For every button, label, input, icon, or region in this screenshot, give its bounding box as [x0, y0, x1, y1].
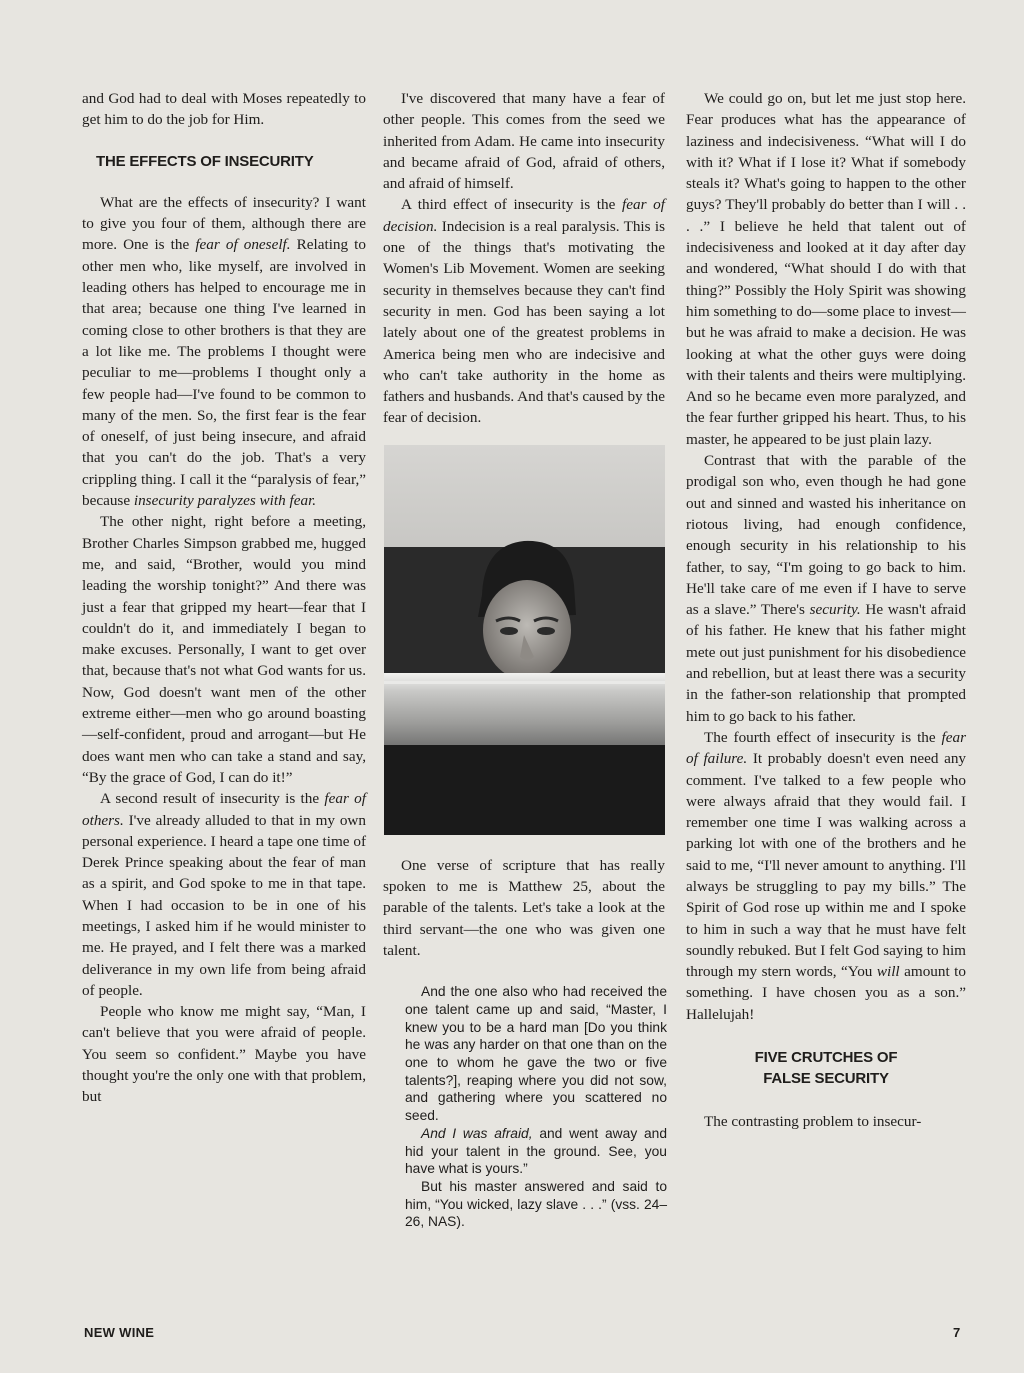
paragraph: I've discovered that many have a fear of other people. This comes from the seed we inherited from Adam. He came into insecurity and became afraid of God, afraid of others, and afraid of himself. — [383, 90, 665, 193]
paragraph: What are the effects of insecurity? I want to give you four of them, although there are more. One is the fear of oneself. Relating to other men who, like myself, are involved in leading others has helped to encourage me in that area; because one thing I've learned in coming close to other brothers is that they are a lot like me. The problems I thought were peculiar to me—problems I thought only a few people had—I've found to be common to many of the men. So, the first fear is the fear of oneself, of just being insecure, and afraid that you can't do the job. That's a very crippling thing. I call it the “paralysis of fear,” because insecurity paralyzes with fear. — [82, 193, 366, 510]
paragraph: One verse of scripture that has really spoken to me is Matthew 25, about the parable of the talents. Let's take a look at the third servant—the one who was given one talent. — [383, 856, 665, 959]
photo-illustration — [384, 445, 665, 835]
paragraph: The other night, right before a meeting, Brother Charles Simpson grabbed me, hugged me, and said, “Brother, would you mind leading the worship tonight?” And there was just a fear that gripped my heart—fear that I couldn't do it, and immediately I began to make excuses. Personally, I want to get over that, because that's not what God wants for us. Now, God doesn't want men of the other extreme either—men who go around boasting—self-confident, proud and arrogant—but He does want men who can take a stand and say, “By the grace of God, I can do it!” — [82, 513, 366, 786]
page-number: 7 — [953, 1325, 961, 1340]
paragraph: Contrast that with the parable of the prodigal son who, even though he had gone out and sinned and wasted his inheritance on riotous living, had enough confidence, enough security in his relationship to his father, to say, “I'm going to go back to him. He'll take care of me even if I have to serve as a slave.” There's security. He wasn't afraid of his father. He knew that his father might mete out just punishment for his disobedience and rebellion, but at least there was a security in the father-son relationship that prompted him to go back to his father. — [686, 452, 966, 725]
section-heading: THE EFFECTS OF INSECURITY — [96, 152, 314, 170]
quote-paragraph: And I was afraid, and went away and hid your talent in the ground. See, you have what is yours.” — [405, 1125, 668, 1177]
column-3 — [686, 88, 966, 1132]
photo-man-peeking — [384, 445, 665, 835]
paragraph: and God had to deal with Moses repeatedly to get him to do the job for Him. — [82, 90, 366, 129]
paragraph: A third effect of insecurity is the fear of decision. Indecision is a real paralysis. This is one of the things that's motivating the Women's Lib Movement. Women are seeking security in themselves because they can't find security in men. God has been saying a lot lately about one of the greatest problems in America being men who are indecisive and who can't take authority in the home as fathers and husbands. And that's caused by the fear of decision. — [383, 196, 665, 427]
column-1 — [82, 88, 366, 1108]
section-heading: FIVE CRUTCHES OF FALSE SECURITY — [754, 1049, 898, 1088]
scripture-quote — [405, 983, 667, 1231]
paragraph: The fourth effect of insecurity is the fear of failure. It probably doesn't even need any comment. I've talked to a few people who were always afraid that they would fail. I remember one time I was walking across a parking lot with one of the brothers and he said to me, “I'll never amount to anything. I'll always be struggling to pay my bills.” The Spirit of God rose up within me and I spoke to him in such a way that he must have felt soundly rebuked. But I felt God saying to him through my stern words, “You will amount to something. I have chosen you as a son.” Hallelujah! — [686, 728, 967, 1023]
column-2 — [383, 88, 668, 1231]
quote-paragraph: And the one also who had received the one talent came up and said, “Master, I knew you to be a hard man [Do you think he was any harder on that one than on the one to whom he gave the two or five talents?], reaping where you did not sow, and gathering where you scattered no seed. — [405, 984, 667, 1124]
paragraph: We could go on, but let me just stop here. Fear produces what has the appearance of laziness and indecisiveness. “What will I do with it? What if I lose it? What if somebody steals it? What's going to happen to the other guys? They'll probably do better than I will . . . .” I believe he held that talent out of indecisiveness and looked at it day after day and wondered, “What should I do with that thing?” Possibly the Holy Spirit was showing him something to do—some place to invest—but he was afraid to make a decision. He was looking at what the other guys were doing with their talents and theirs were multiplying. And so he became even more paralyzed, and the fear further gripped his heart. Thus, to his master, he appeared to be just plain lazy. — [686, 90, 966, 448]
quote-paragraph: But his master answered and said to him, “You wicked, lazy slave . . .” (vss. 24–26, NAS). — [405, 1178, 667, 1230]
paragraph: A second result of insecurity is the fear of others. I've already alluded to that in my own personal experience. I heard a tape one time of Derek Prince speaking about the fear of man as a spirit, and God spoke to me in that tape. When I had occasion to be in one of his meetings, I asked him if he would minister to me. He prayed, and I felt there was a marked deliverance in my own life from being afraid of people. — [82, 790, 366, 999]
paragraph: People who know me might say, “Man, I can't believe that you were afraid of people. You seem so confident.” Maybe you have thought you're the only one with that problem, but — [82, 1003, 366, 1106]
paragraph: The contrasting problem to insecur- — [704, 1113, 922, 1131]
magazine-name: NEW WINE — [84, 1325, 155, 1340]
